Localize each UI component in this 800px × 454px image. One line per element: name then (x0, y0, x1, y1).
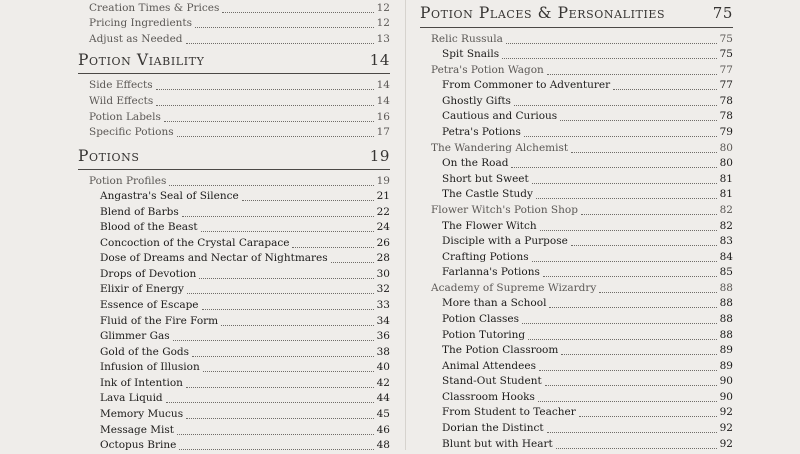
entry-title: Wild Effects (89, 95, 154, 107)
toc-entry[interactable] (420, 33, 733, 48)
toc-subentry[interactable] (420, 220, 733, 235)
toc-entry[interactable] (420, 64, 733, 79)
entry-title: Drops of Devotion (100, 268, 197, 280)
toc-entry[interactable] (78, 79, 390, 94)
dot-leader (524, 135, 717, 137)
toc-subentry[interactable] (420, 188, 733, 203)
entry-title: Potion Tutoring (442, 329, 526, 341)
entry-page: 40 (376, 361, 390, 373)
section-page: 75 (712, 4, 733, 22)
entry-page: 90 (719, 391, 733, 403)
toc-subentry[interactable] (78, 190, 390, 205)
dot-leader (164, 120, 374, 122)
toc-subentry[interactable] (78, 330, 390, 345)
toc-entry[interactable] (420, 204, 733, 219)
entry-title: The Potion Classroom (442, 344, 559, 356)
dot-leader (502, 57, 716, 59)
toc-subentry[interactable] (420, 251, 733, 266)
entry-title: Academy of Supreme Wizardry (431, 282, 597, 294)
toc-entry[interactable] (78, 33, 390, 48)
section-heading-potions[interactable] (78, 147, 390, 169)
dot-leader (560, 119, 716, 121)
entry-title: Essence of Escape (100, 299, 199, 311)
dot-leader (549, 306, 716, 308)
entry-title: From Commoner to Adventurer (442, 79, 611, 91)
entry-title: Blunt but with Heart (442, 438, 553, 450)
toc-subentry[interactable] (78, 346, 390, 361)
dot-leader (177, 135, 374, 137)
dot-leader (547, 73, 717, 75)
toc-entry[interactable] (78, 2, 390, 17)
dot-leader (581, 213, 717, 215)
dot-leader (522, 322, 717, 324)
entry-page: 12 (376, 2, 390, 14)
toc-subentry[interactable] (420, 391, 733, 406)
toc-subentry[interactable] (420, 110, 733, 125)
dot-leader (547, 431, 717, 433)
section-heading-viability[interactable] (78, 51, 390, 73)
entry-page: 81 (719, 173, 733, 185)
entry-page: 19 (376, 175, 390, 187)
entry-title: Petra's Potion Wagon (431, 64, 544, 76)
entry-page: 77 (719, 79, 733, 91)
entry-title: Short but Sweet (442, 173, 529, 185)
entry-title: Message Mist (100, 424, 174, 436)
dot-leader (169, 184, 373, 186)
entry-title: The Wandering Alchemist (431, 142, 569, 154)
entry-title: Glimmer Gas (100, 330, 170, 342)
dot-leader (292, 246, 373, 248)
entry-page: 92 (719, 406, 733, 418)
toc-subentry[interactable] (420, 422, 733, 437)
entry-page: 89 (719, 360, 733, 372)
entry-title: Petra's Potions (442, 126, 521, 138)
entry-page: 21 (376, 190, 390, 202)
toc-subentry[interactable] (78, 361, 390, 376)
entry-page: 33 (376, 299, 390, 311)
toc-subentry[interactable] (78, 252, 390, 267)
entry-title: Angastra's Seal of Silence (100, 190, 239, 202)
toc-subentry[interactable] (78, 424, 390, 439)
dot-leader (613, 88, 716, 90)
entry-title: Memory Mucus (100, 408, 184, 420)
dot-leader (599, 291, 716, 293)
section-page: 14 (369, 51, 390, 69)
entry-page: 17 (376, 126, 390, 138)
entry-title: Specific Potions (89, 126, 174, 138)
entry-page: 30 (376, 268, 390, 280)
entry-title: Potion Labels (89, 111, 161, 123)
toc-subentry[interactable] (420, 375, 733, 390)
toc-subentry[interactable] (78, 315, 390, 330)
toc-entry[interactable] (78, 126, 390, 141)
entry-title: Adjust as Needed (89, 33, 183, 45)
entry-page: 89 (719, 344, 733, 356)
entry-title: Ghostly Gifts (442, 95, 511, 107)
dot-leader (506, 42, 717, 44)
entry-page: 32 (376, 283, 390, 295)
entry-title: Ink of Intention (100, 377, 183, 389)
entry-title: Dorian the Distinct (442, 422, 544, 434)
entry-page: 45 (376, 408, 390, 420)
toc-subentry[interactable] (78, 268, 390, 283)
dot-leader (186, 417, 374, 419)
entry-title: Relic Russula (431, 33, 503, 45)
toc-subentry[interactable] (78, 283, 390, 298)
entry-title: Lava Liquid (100, 392, 163, 404)
entry-title: Side Effects (89, 79, 153, 91)
dot-leader (571, 151, 717, 153)
toc-subentry[interactable] (78, 221, 390, 236)
toc-subentry[interactable] (420, 79, 733, 94)
column-divider (405, 0, 406, 450)
entry-title: Creation Times & Prices (89, 2, 220, 14)
dot-leader (187, 292, 374, 294)
entry-page: 80 (719, 157, 733, 169)
dot-leader (201, 230, 374, 232)
dot-leader (532, 182, 717, 184)
entry-page: 13 (376, 33, 390, 45)
entry-title: Elixir of Energy (100, 283, 184, 295)
entry-title: Blood of the Beast (100, 221, 198, 233)
dot-leader (156, 104, 373, 106)
toc-subentry[interactable] (78, 299, 390, 314)
entry-title: Stand-Out Student (442, 375, 542, 387)
entry-page: 77 (719, 64, 733, 76)
dot-leader (331, 261, 374, 263)
entry-page: 82 (719, 204, 733, 216)
toc-entry[interactable] (78, 175, 390, 190)
toc-subentry[interactable] (78, 206, 390, 221)
toc-subentry[interactable] (420, 406, 733, 421)
toc-entry[interactable] (78, 111, 390, 126)
entry-page: 28 (376, 252, 390, 264)
entry-page: 12 (376, 17, 390, 29)
entry-page: 79 (719, 126, 733, 138)
dot-leader (222, 11, 373, 13)
toc-subentry[interactable] (420, 126, 733, 141)
toc-subentry[interactable] (420, 438, 733, 453)
dot-leader (571, 244, 717, 246)
toc-entry[interactable] (78, 17, 390, 32)
entry-page: 88 (719, 282, 733, 294)
entry-page: 92 (719, 422, 733, 434)
dot-leader (242, 199, 374, 201)
entry-title: Fluid of the Fire Form (100, 315, 219, 327)
entry-page: 90 (719, 375, 733, 387)
toc-subentry[interactable] (420, 329, 733, 344)
entry-title: Dose of Dreams and Nectar of Nightmares (100, 252, 328, 264)
entry-title: More than a School (442, 297, 547, 309)
toc-subentry[interactable] (420, 313, 733, 328)
dot-leader (540, 229, 717, 231)
toc-subentry[interactable] (420, 95, 733, 110)
section-title: Potions (78, 147, 140, 165)
entry-page: 88 (719, 313, 733, 325)
toc-subentry[interactable] (78, 377, 390, 392)
entry-title: From Student to Teacher (442, 406, 576, 418)
entry-page: 75 (719, 33, 733, 45)
entry-page: 26 (376, 237, 390, 249)
toc-subentry[interactable] (420, 266, 733, 281)
dot-leader (511, 166, 716, 168)
entry-title: Cautious and Curious (442, 110, 558, 122)
toc-subentry[interactable] (78, 439, 390, 454)
dot-leader (579, 415, 717, 417)
entry-page: 36 (376, 330, 390, 342)
dot-leader (186, 386, 374, 388)
section-page: 19 (369, 147, 390, 165)
dot-leader (173, 339, 374, 341)
entry-title: Animal Attendees (442, 360, 536, 372)
entry-title: Flower Witch's Potion Shop (431, 204, 578, 216)
dot-leader (166, 401, 374, 403)
entry-page: 85 (719, 266, 733, 278)
toc-subentry[interactable] (420, 173, 733, 188)
section-rule (78, 169, 390, 170)
entry-page: 84 (719, 251, 733, 263)
dot-leader (538, 400, 717, 402)
entry-page: 14 (376, 95, 390, 107)
toc-entry[interactable] (420, 282, 733, 297)
entry-page: 42 (376, 377, 390, 389)
section-title: Potion Viability (78, 51, 205, 69)
entry-title: The Flower Witch (442, 220, 537, 232)
dot-leader (561, 353, 716, 355)
entry-page: 75 (719, 48, 733, 60)
entry-page: 46 (376, 424, 390, 436)
dot-leader (532, 260, 717, 262)
toc-subentry[interactable] (420, 360, 733, 375)
entry-title: Concoction of the Crystal Carapace (100, 237, 290, 249)
entry-page: 88 (719, 297, 733, 309)
dot-leader (556, 447, 717, 449)
dot-leader (177, 433, 374, 435)
toc-subentry[interactable] (420, 344, 733, 359)
entry-page: 88 (719, 329, 733, 341)
dot-leader (199, 277, 373, 279)
entry-title: Crafting Potions (442, 251, 529, 263)
dot-leader (543, 275, 717, 277)
section-heading-places[interactable] (420, 4, 733, 26)
entry-page: 44 (376, 392, 390, 404)
entry-page: 22 (376, 206, 390, 218)
entry-page: 82 (719, 220, 733, 232)
entry-title: Potion Profiles (89, 175, 167, 187)
toc-subentry[interactable] (78, 392, 390, 407)
entry-title: The Castle Study (442, 188, 533, 200)
dot-leader (202, 308, 374, 310)
toc-subentry[interactable] (420, 157, 733, 172)
dot-leader (536, 197, 717, 199)
entry-page: 80 (719, 142, 733, 154)
entry-page: 14 (376, 79, 390, 91)
dot-leader (539, 369, 717, 371)
dot-leader (156, 88, 374, 90)
dot-leader (528, 338, 716, 340)
entry-title: On the Road (442, 157, 509, 169)
entry-title: Blend of Barbs (100, 206, 179, 218)
dot-leader (186, 42, 374, 44)
toc-subentry[interactable] (78, 237, 390, 252)
entry-page: 78 (719, 95, 733, 107)
dot-leader (514, 104, 717, 106)
entry-title: Infusion of Illusion (100, 361, 200, 373)
entry-page: 24 (376, 221, 390, 233)
entry-title: Disciple with a Purpose (442, 235, 568, 247)
entry-page: 38 (376, 346, 390, 358)
entry-page: 83 (719, 235, 733, 247)
entry-title: Potion Classes (442, 313, 519, 325)
entry-page: 92 (719, 438, 733, 450)
entry-title: Farlanna's Potions (442, 266, 540, 278)
section-title: Potion Places & Personalities (420, 4, 666, 22)
toc-subentry[interactable] (420, 297, 733, 312)
entry-page: 81 (719, 188, 733, 200)
entry-title: Pricing Ingredients (89, 17, 193, 29)
dot-leader (545, 384, 717, 386)
entry-page: 34 (376, 315, 390, 327)
toc-subentry[interactable] (420, 48, 733, 63)
entry-title: Gold of the Gods (100, 346, 190, 358)
dot-leader (203, 370, 374, 372)
toc-entry[interactable] (78, 95, 390, 110)
section-rule (420, 27, 733, 28)
toc-subentry[interactable] (78, 408, 390, 423)
dot-leader (195, 26, 374, 28)
entry-title: Classroom Hooks (442, 391, 535, 403)
toc-subentry[interactable] (420, 235, 733, 250)
entry-title: Octopus Brine (100, 439, 177, 451)
entry-page: 16 (376, 111, 390, 123)
entry-page: 78 (719, 110, 733, 122)
section-rule (78, 73, 390, 74)
dot-leader (221, 324, 374, 326)
entry-title: Spit Snails (442, 48, 500, 60)
toc-entry[interactable] (420, 142, 733, 157)
dot-leader (182, 215, 374, 217)
dot-leader (192, 355, 374, 357)
entry-page: 48 (376, 439, 390, 451)
